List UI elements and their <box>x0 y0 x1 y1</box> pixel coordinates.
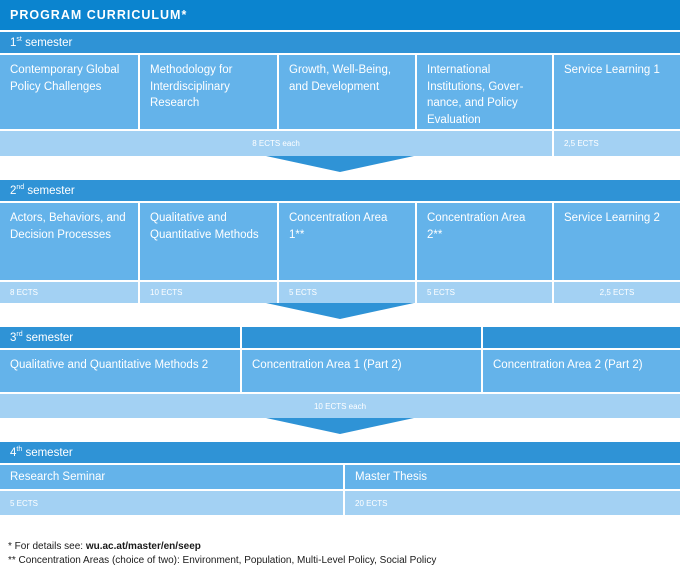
course-concentration-area-1: Concentration Area 1** <box>279 203 415 280</box>
ects-semester-1-each: 8 ECTS each <box>0 131 552 156</box>
ects-qual-quant: 10 ECTS <box>140 282 277 303</box>
semester-2-header <box>0 180 680 201</box>
ects-service-learning-1: 2,5 ECTS <box>554 131 680 156</box>
footnote-concentration-areas: ** Concentration Areas (choice of two): Environment, Population, Multi-Level Policy, Social Policy <box>8 555 437 566</box>
course-methodology: Methodology for Interdisciplinary Research <box>140 55 277 129</box>
ects-actors: 8 ECTS <box>0 282 138 303</box>
course-service-learning-2: Service Learning 2 <box>554 203 680 280</box>
semester-3-header-right <box>483 327 680 348</box>
semester-3-header-mid <box>242 327 481 348</box>
course-research-seminar: Research Seminar <box>0 465 343 489</box>
ects-semester-3-each: 10 ECTS each <box>0 394 680 418</box>
course-concentration-2-part-2: Concentration Area 2 (Part 2) <box>483 350 680 392</box>
course-actors-behaviors: Actors, Behaviors, and Decision Processes <box>0 203 138 280</box>
ects-master-thesis: 20 ECTS <box>345 491 680 515</box>
course-master-thesis: Master Thesis <box>345 465 680 489</box>
semester-1-label: 1st semester <box>10 36 73 49</box>
semester-1-header <box>0 32 680 53</box>
details-link[interactable]: wu.ac.at/master/en/seep <box>85 541 201 552</box>
semester-3-label: 3rd semester <box>10 331 74 344</box>
course-growth-wellbeing: Growth, Well-Being, and Development <box>279 55 415 129</box>
semester-4-header <box>0 442 680 463</box>
semester-4-label: 4th semester <box>10 446 73 459</box>
footnote-details: * For details see: wu.ac.at/master/en/seep <box>8 541 201 552</box>
semester-2-label: 2nd semester <box>10 184 75 197</box>
course-concentration-area-2: Concentration Area 2** <box>417 203 552 280</box>
ects-concentration-1: 5 ECTS <box>279 282 415 303</box>
ects-research-seminar: 5 ECTS <box>0 491 343 515</box>
course-international-institutions: International Institutions, Gover-nance, and Policy Evaluation <box>417 55 552 129</box>
course-contemporary-global-policy: Contemporary Global Policy Challenges <box>0 55 138 129</box>
ects-concentration-2: 5 ECTS <box>417 282 552 303</box>
arrow-down-2 <box>266 303 414 319</box>
course-service-learning-1: Service Learning 1 <box>554 55 680 129</box>
arrow-down-3 <box>266 418 414 434</box>
course-concentration-1-part-2: Concentration Area 1 (Part 2) <box>242 350 481 392</box>
course-qual-quant-2: Qualitative and Quantitative Methods 2 <box>0 350 240 392</box>
page-title: PROGRAM CURRICULUM* <box>10 8 188 22</box>
course-qualitative-quantitative: Qualitative and Quantitative Methods <box>140 203 277 280</box>
arrow-down-1 <box>266 156 414 172</box>
ects-service-learning-2: 2,5 ECTS <box>554 282 680 303</box>
